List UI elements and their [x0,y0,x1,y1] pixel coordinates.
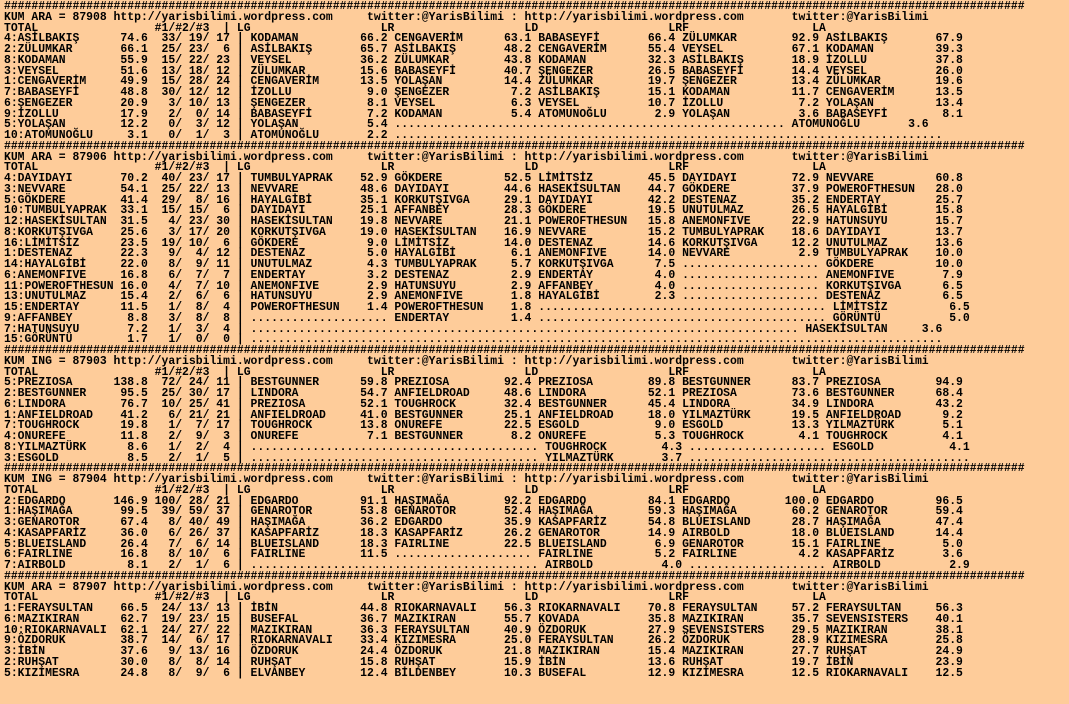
data-row: 8:YILMAZTÜRK 8.6 1/ 2/ 4 | .......................................... TOUGHROCK 4.3 .................... ESGOLD 4.1 [3,440,970,454]
data-row: 4:ASİLBAKIŞ 74.6 33/ 19/ 17 | KODAMAN 66.2 CENGAVERİM 63.1 BABASEYFİ 66.4 ZÜLUMKAR 92.9 ASİLBAKIŞ 67.9 [3,32,963,46]
separator-line: ##################################################################################################################################################### [3,139,1025,153]
data-row: 2:BESTGUNNER 95.5 25/ 30/ 17 | LINDORA 54.7 ANFIELDROAD 48.6 LINDORA 52.1 PREZIOSA 73.6 BESTGUNNER 68.4 [3,387,963,400]
data-row: 1:FERAYSULTAN 66.5 24/ 13/ 13 | İBİN 44.8 RIOKARNAVALI 56.3 RIOKARNAVALI 70.8 FERAYSULTAN 57.2 FERAYSULTAN 56.3 [3,602,963,615]
data-row: 10:TUMBULYAPRAK 33.1 15/ 15/ 6 | DAYIDAYI 25.1 AFFANBEY 28.3 GÖKDERE 19.5 UNUTULMAZ 26.5 HAYALGİBİ 15.8 [3,204,963,218]
data-row: 7:BABASEYFİ 48.8 30/ 12/ 12 | İZOLLU 9.0 ŞENGEZER 7.2 ASİLBAKIŞ 15.1 KODAMAN 11.7 CENGAVERİM 13.5 [3,86,963,99]
data-row: 4:KASAPFARİZ 36.0 6/ 26/ 37 | KASAPFARİZ 18.3 KASAPFARİZ 26.2 GENAROTOR 14.9 AIRBOLD 18.0 BLUEISLAND 14.4 [3,526,963,540]
column-header-line: TOTAL #1/#2/#3 | LG LR LD LRF LA [3,483,826,497]
separator-line: ##################################################################################################################################################### [3,462,1025,476]
data-row: 5:BLUEISLAND 26.4 7/ 6/ 14 | BLUEISLAND 18.3 FAIRLINE 22.5 BLUEISLAND 6.9 GENAROTOR 15.1 FAIRLINE 5.0 [3,537,963,551]
data-row: 9:İZOLLU 17.9 2/ 0/ 14 | BABASEYFİ 7.2 KODAMAN 5.4 ATOMUNOĞLU 2.9 YOLAŞAN 3.6 BABASEYFİ 8.1 [3,107,963,121]
data-row: 8:KODAMAN 55.9 15/ 22/ 23 | VEYSEL 36.2 ZÜLUMKAR 43.8 KODAMAN 32.3 ASİLBAKIŞ 18.9 İZOLLU 37.8 [3,53,963,67]
data-row: 6:ANEMONFIVE 16.8 6/ 7/ 7 | ENDERTAY 3.2 DESTENAZ 2.9 ENDERTAY 4.0 .................... ANEMONFIVE 7.9 [3,268,963,282]
data-row: 6:ŞENGEZER 20.9 3/ 10/ 13 | ŞENGEZER 8.1 VEYSEL 6.3 VEYSEL 10.7 İZOLLU 7.2 YOLAŞAN 13.4 [3,96,963,110]
data-row: 2:ZÜLUMKAR 66.1 25/ 23/ 6 | ASİLBAKIŞ 65.7 ASİLBAKIŞ 48.2 CENGAVERİM 55.4 VEYSEL 67.1 KODAMAN 39.3 [3,43,963,56]
data-row: 7:HATUNSUYU 7.2 1/ 3/ 4 | ................................................................................ HASEKİSULTAN 3.6 [3,322,943,336]
data-row: 7:TOUGHROCK 19.8 1/ 7/ 17 | TOUGHROCK 13.8 ONUREFE 22.5 ESGOLD 9.0 ESGOLD 13.3 YILMAZTÜRK 5.1 [3,419,963,433]
data-row: 2:RUHŞAT 30.0 8/ 8/ 14 | RUHŞAT 15.8 RUHŞAT 15.9 İBİN 13.6 RUHŞAT 19.7 İBİN 23.9 [3,655,963,669]
data-row: 10:ATOMUNOĞLU 3.1 0/ 1/ 3 | ATOMUNOĞLU 2.2 ................................................................................ [3,129,943,142]
data-row: 5:KIZIMESRA 24.8 8/ 9/ 6 | ELVANBEY 12.4 BİLDENBEY 10.3 BUSEFAL 12.9 KIZIMESRA 12.5 RIOKARNAVALI 12.5 [3,666,963,680]
data-row: 3:İBİN 37.6 9/ 13/ 16 | ÖZDORUK 24.4 ÖZDORUK 21.8 MAZIKIRAN 15.4 MAZIKIRAN 27.7 RUHŞAT 24.9 [3,645,963,658]
data-row: 3:ESGOLD 8.5 2/ 1/ 5 | .......................................... YILMAZTÜRK 3.7 ......................................... [3,451,970,465]
data-row: 5:PREZIOSA 138.8 72/ 24/ 11 | BESTGUNNER 59.8 PREZIOSA 92.4 PREZIOSA 89.8 BESTGUNNER 83.7 PREZIOSA 94.9 [3,376,963,390]
column-header-line: TOTAL #1/#2/#3 | LG LR LD LRF LA [3,591,826,605]
separator-line: ##################################################################################################################################################### [3,344,1025,357]
data-row: 11:POWEROFTHESUN 16.0 4/ 7/ 10 | ANEMONFIVE 2.9 HATUNSUYU 2.9 AFFANBEY 4.0 .................... KORKUTŞIVGA 6.5 [3,279,963,293]
race-header-line: KUM ARA = 87908 http://yarisbilimi.wordpress.com twitter:@YarisBilimi : http://yarisbilimi.wordpress.com twitter:@YarisBilimi [3,10,929,24]
race-header-line: KUM ING = 87903 http://yarisbilimi.wordpress.com twitter:@YarisBilimi : http://yarisbilimi.wordpress.com twitter:@YarisBilimi [3,354,929,368]
data-row: 2:EDGARDO 146.9 100/ 28/ 21 | EDGARDO 91.1 HAŞIMAĞA 92.2 EDGARDO 84.1 EDGARDO 100.0 EDGARDO 96.5 [3,494,963,508]
race-header-line: KUM ARA = 87906 http://yarisbilimi.wordpress.com twitter:@YarisBilimi : http://yarisbilimi.wordpress.com twitter:@YarisBilimi [3,150,929,164]
column-header-line: TOTAL #1/#2/#3 | LG LR LD LRF LA [3,161,826,175]
data-row: 14:HAYALGİBİ 22.0 8/ 9/ 11 | UNUTULMAZ 4.3 TUMBULYAPRAK 5.7 KORKUTŞIVGA 7.5 .................... GÖKDERE 10.0 [3,258,963,271]
data-row: 1:ANFIELDROAD 41.2 6/ 21/ 21 | ANFIELDROAD 41.0 BESTGUNNER 25.1 ANFIELDROAD 18.0 YILMAZTÜRK 19.5 ANFIELDROAD 9.2 [3,408,963,422]
column-header-line: TOTAL #1/#2/#3 | LG LR LD LRF LA [3,21,826,35]
data-row: 7:AIRBOLD 8.1 2/ 1/ 6 | .......................................... AIRBOLD 4.0 .................... AIRBOLD 2.9 [3,559,970,572]
race-header-line: KUM ING = 87904 http://yarisbilimi.wordpress.com twitter:@YarisBilimi : http://yarisbilimi.wordpress.com twitter:@YarisBilimi [3,473,929,486]
data-row: 6:FAIRLINE 16.8 8/ 10/ 6 | FAIRLINE 11.5 .................... FAIRLINE 5.2 FAIRLINE 4.2 KASAPFARİZ 3.6 [3,548,963,562]
data-row: 1:CENGAVERİM 49.9 15/ 28/ 24 | CENGAVERİM 13.5 YOLAŞAN 14.4 ZÜLUMKAR 19.7 ŞENGEZER 13.4 ZÜLUMKAR 19.6 [3,75,963,89]
data-row: 4:ONUREFE 11.8 2/ 9/ 3 | ONUREFE 7.1 BESTGUNNER 8.2 ONUREFE 5.3 TOUGHROCK 4.1 TOUGHROCK 4.1 [3,430,963,443]
data-row: 9:AFFANBEY 8.8 3/ 8/ 8 | .................... ENDERTAY 1.4 .......................................... GÖRÜNTÜ 5.0 [3,311,970,325]
data-row: 16:LİMİTSİZ 23.5 19/ 10/ 6 | GÖKDERE 9.0 LİMİTSİZ 14.0 DESTENAZ 14.6 KORKUTŞIVGA 12.2 UNUTULMAZ 13.6 [3,236,963,250]
data-row: 1:HAŞIMAĞA 99.5 39/ 59/ 37 | GENAROTOR 53.8 GENAROTOR 52.4 HAŞIMAĞA 59.3 HAŞIMAĞA 60.2 GENAROTOR 59.4 [3,505,963,519]
data-row: 3:NEVVARE 54.1 25/ 22/ 13 | NEVVARE 48.6 DAYIDAYI 44.6 HASEKİSULTAN 44.7 GÖKDERE 37.9 POWEROFTHESUN 28.0 [3,182,963,196]
data-row: 5:GÖKDERE 41.4 29/ 8/ 16 | HAYALGİBİ 35.1 KORKUTŞIVGA 29.1 DAYIDAYI 42.2 DESTENAZ 35.2 ENDERTAY 25.7 [3,193,963,207]
race-header-line: KUM ARA = 87907 http://yarisbilimi.wordpress.com twitter:@YarisBilimi : http://yarisbilimi.wordpress.com twitter:@YarisBilimi [3,580,929,594]
data-row: 1:DESTENAZ 22.3 9/ 4/ 12 | DESTENAZ 5.0 HAYALGİBİ 6.1 ANEMONFIVE 14.0 NEVVARE 2.9 TUMBULYAPRAK 10.0 [3,247,963,261]
data-row: 12:HASEKİSULTAN 31.5 4/ 23/ 30 | HASEKİSULTAN 19.8 NEVVARE 21.1 POWEROFTHESUN 15.8 ANEMONFIVE 22.9 HATUNSUYU 15.7 [3,215,963,228]
data-row: 5:YOLAŞAN 12.2 0/ 3/ 12 | YOLAŞAN 5.4 ......................................................... ATOMUNOĞLU 3.6 [3,118,929,132]
data-row: 9:ÖZDORUK 38.7 14/ 6/ 17 | RIOKARNAVALI 33.4 KIZIMESRA 25.0 FERAYSULTAN 26.2 ÖZDORUK 28.9 KIZIMESRA 25.8 [3,634,963,648]
data-row: 4:DAYIDAYI 70.2 40/ 23/ 17 | TUMBULYAPRAK 52.9 GÖKDERE 52.5 LİMİTSİZ 45.5 DAYIDAYI 72.9 NEVVARE 60.8 [3,172,963,185]
data-row: 6:LINDORA 76.7 10/ 25/ 41 | PREZIOSA 52.1 TOUGHROCK 32.4 BESTGUNNER 45.4 LINDORA 34.9 LINDORA 43.2 [3,397,963,411]
data-row: 6:MAZIKIRAN 62.7 19/ 23/ 15 | BUSEFAL 36.7 MAZIKIRAN 55.7 KOVADA 35.8 MAZIKIRAN 35.7 SEVENSISTERS 40.1 [3,612,963,626]
data-row: 10:RIOKARNAVALI 62.1 24/ 27/ 22 | MAZIKIRAN 36.3 FERAYSULTAN 40.9 ÖZDORUK 27.9 SEVENSISTERS 29.5 MAZIKIRAN 38.1 [3,623,963,637]
separator-line: ##################################################################################################################################################### [3,0,1025,13]
data-row: 13:UNUTULMAZ 15.4 2/ 6/ 6 | HATUNSUYU 2.9 ANEMONFIVE 1.8 HAYALGİBİ 2.3 .................... DESTENAZ 6.5 [3,290,963,304]
data-row: 3:GENAROTOR 67.4 8/ 40/ 49 | HAŞIMAĞA 36.2 EDGARDO 35.9 KASAPFARİZ 54.8 BLUEISLAND 28.7 HAŞIMAĞA 47.4 [3,516,963,529]
data-row: 8:KORKUTŞIVGA 25.6 3/ 17/ 20 | KORKUTŞIVGA 19.0 HASEKİSULTAN 16.9 NEVVARE 15.2 TUMBULYAPRAK 18.6 DAYIDAYI 13.7 [3,225,963,239]
data-row: 15:GÖRÜNTÜ 1.7 1/ 0/ 0 | ..................................................................................................... [3,333,943,347]
data-row: 3:VEYSEL 51.6 13/ 18/ 12 | ZÜLUMKAR 15.6 BABASEYFİ 40.7 ŞENGEZER 26.5 BABASEYFİ 14.4 VEYSEL 26.0 [3,64,963,78]
data-row: 15:ENDERTAY 11.5 1/ 8/ 4 | POWEROFTHESUN 1.4 POWEROFTHESUN 1.8 .......................................... LİMİTSİZ 6.5 [3,301,970,314]
separator-line: ##################################################################################################################################################### [3,569,1025,583]
column-header-line: TOTAL #1/#2/#3 | LG LR LD LRF LA [3,365,826,379]
